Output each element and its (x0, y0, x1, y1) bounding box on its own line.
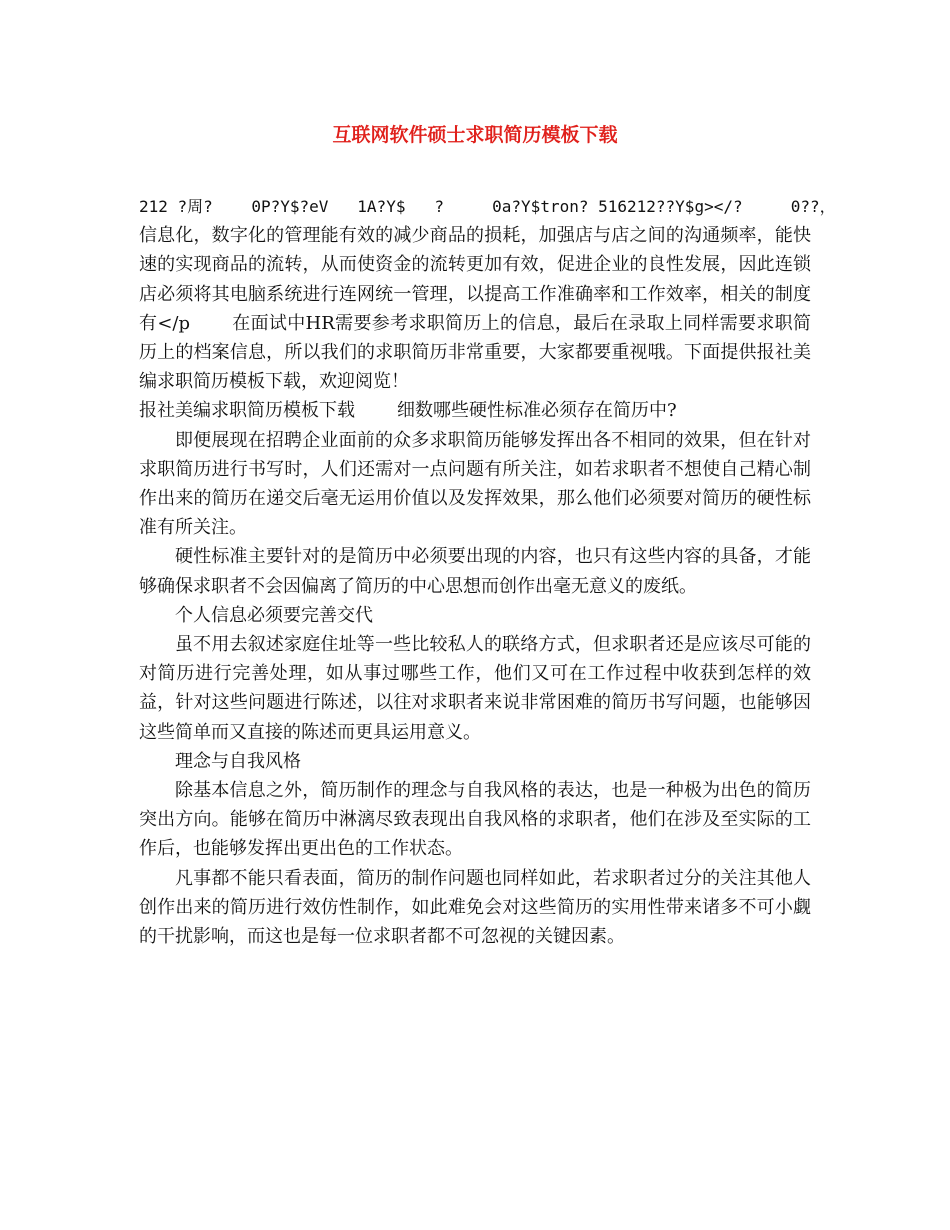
subheading-personal-info: 个人信息必须要完善交代 (175, 604, 373, 626)
body-paragraph-1: 即便展现在招聘企业面前的众多求职简历能够发挥出各不相同的效果，但在针对求职简历进行书写时，人们还需对一点问题有所关注，如若求职者不想使自己精心制作出来的简历在递交后毫无运用价值以及发挥效果，那么他们必须要对简历的硬性标准有所关注。 (139, 429, 811, 539)
document-body (139, 192, 836, 951)
body-paragraph-4: 除基本信息之外，简历制作的理念与自我风格的表达，也是一种极为出色的简历突出方向。能够在简历中淋漓尽致表现出自我风格的求职者，他们在涉及至实际的工作后，也能够发挥出更出色的工作状态。 (139, 780, 811, 860)
intro-paragraph (139, 192, 836, 396)
subheading-style: 理念与自我风格 (175, 750, 301, 772)
section-heading-line (139, 396, 811, 425)
section-heading-right: 细数哪些硬性标准必须存在简历中? (397, 400, 677, 422)
document-title: 互联网软件硕士求职简历模板下载 (332, 124, 618, 146)
body-paragraph-2: 硬性标准主要针对的是简历中必须要出现的内容，也只有这些内容的具备，才能够确保求职者不会因偏离了简历的中心思想而创作出毫无意义的废纸。 (139, 546, 811, 597)
intro-text: 信息化，数字化的管理能有效的减少商品的损耗，加强店与店之间的沟通频率，能快速的实现商品的流转，从而使资金的流转更加有效，促进企业的良性发展，因此连锁店必须将其电脑系统进行连网统一管理，以提高工作准确率和工作效率，相关的制度有</p (139, 225, 811, 334)
intro-text-second: 在面试中HR需要参考求职简历上的信息，最后在录取上同样需要求职简历上的档案信息，所以我们的求职简历非常重要，大家都要重视哦。下面提供报社美编求职简历模板下载，欢迎阅览！ (139, 312, 811, 393)
body-paragraph-3: 虽不用去叙述家庭住址等一些比较私人的联络方式，但求职者还是应该尽可能的对简历进行完善处理，如从事过哪些工作，他们又可在工作过程中收获到怎样的效益，针对这些问题进行陈述，以往对求职者来说非常困难的简历书写问题，也能够因这些简单而又直接的陈述而更具运用意义。 (139, 634, 811, 743)
garbled-text-prefix: 212 ?周? 0P?Y$?eV 1A?Y$ ? 0a?Y$tron? 516212??Y$g></? 0??， (139, 197, 836, 216)
section-heading-left: 报社美编求职简历模板下载 (139, 400, 355, 422)
body-paragraph-5: 凡事都不能只看表面，简历的制作问题也同样如此，若求职者过分的关注其他人创作出来的简历进行效仿性制作，如此难免会对这些简历的实用性带来诸多不可小觑的干扰影响，而这也是每一位求职者都不可忽视的关键因素。 (139, 867, 811, 948)
